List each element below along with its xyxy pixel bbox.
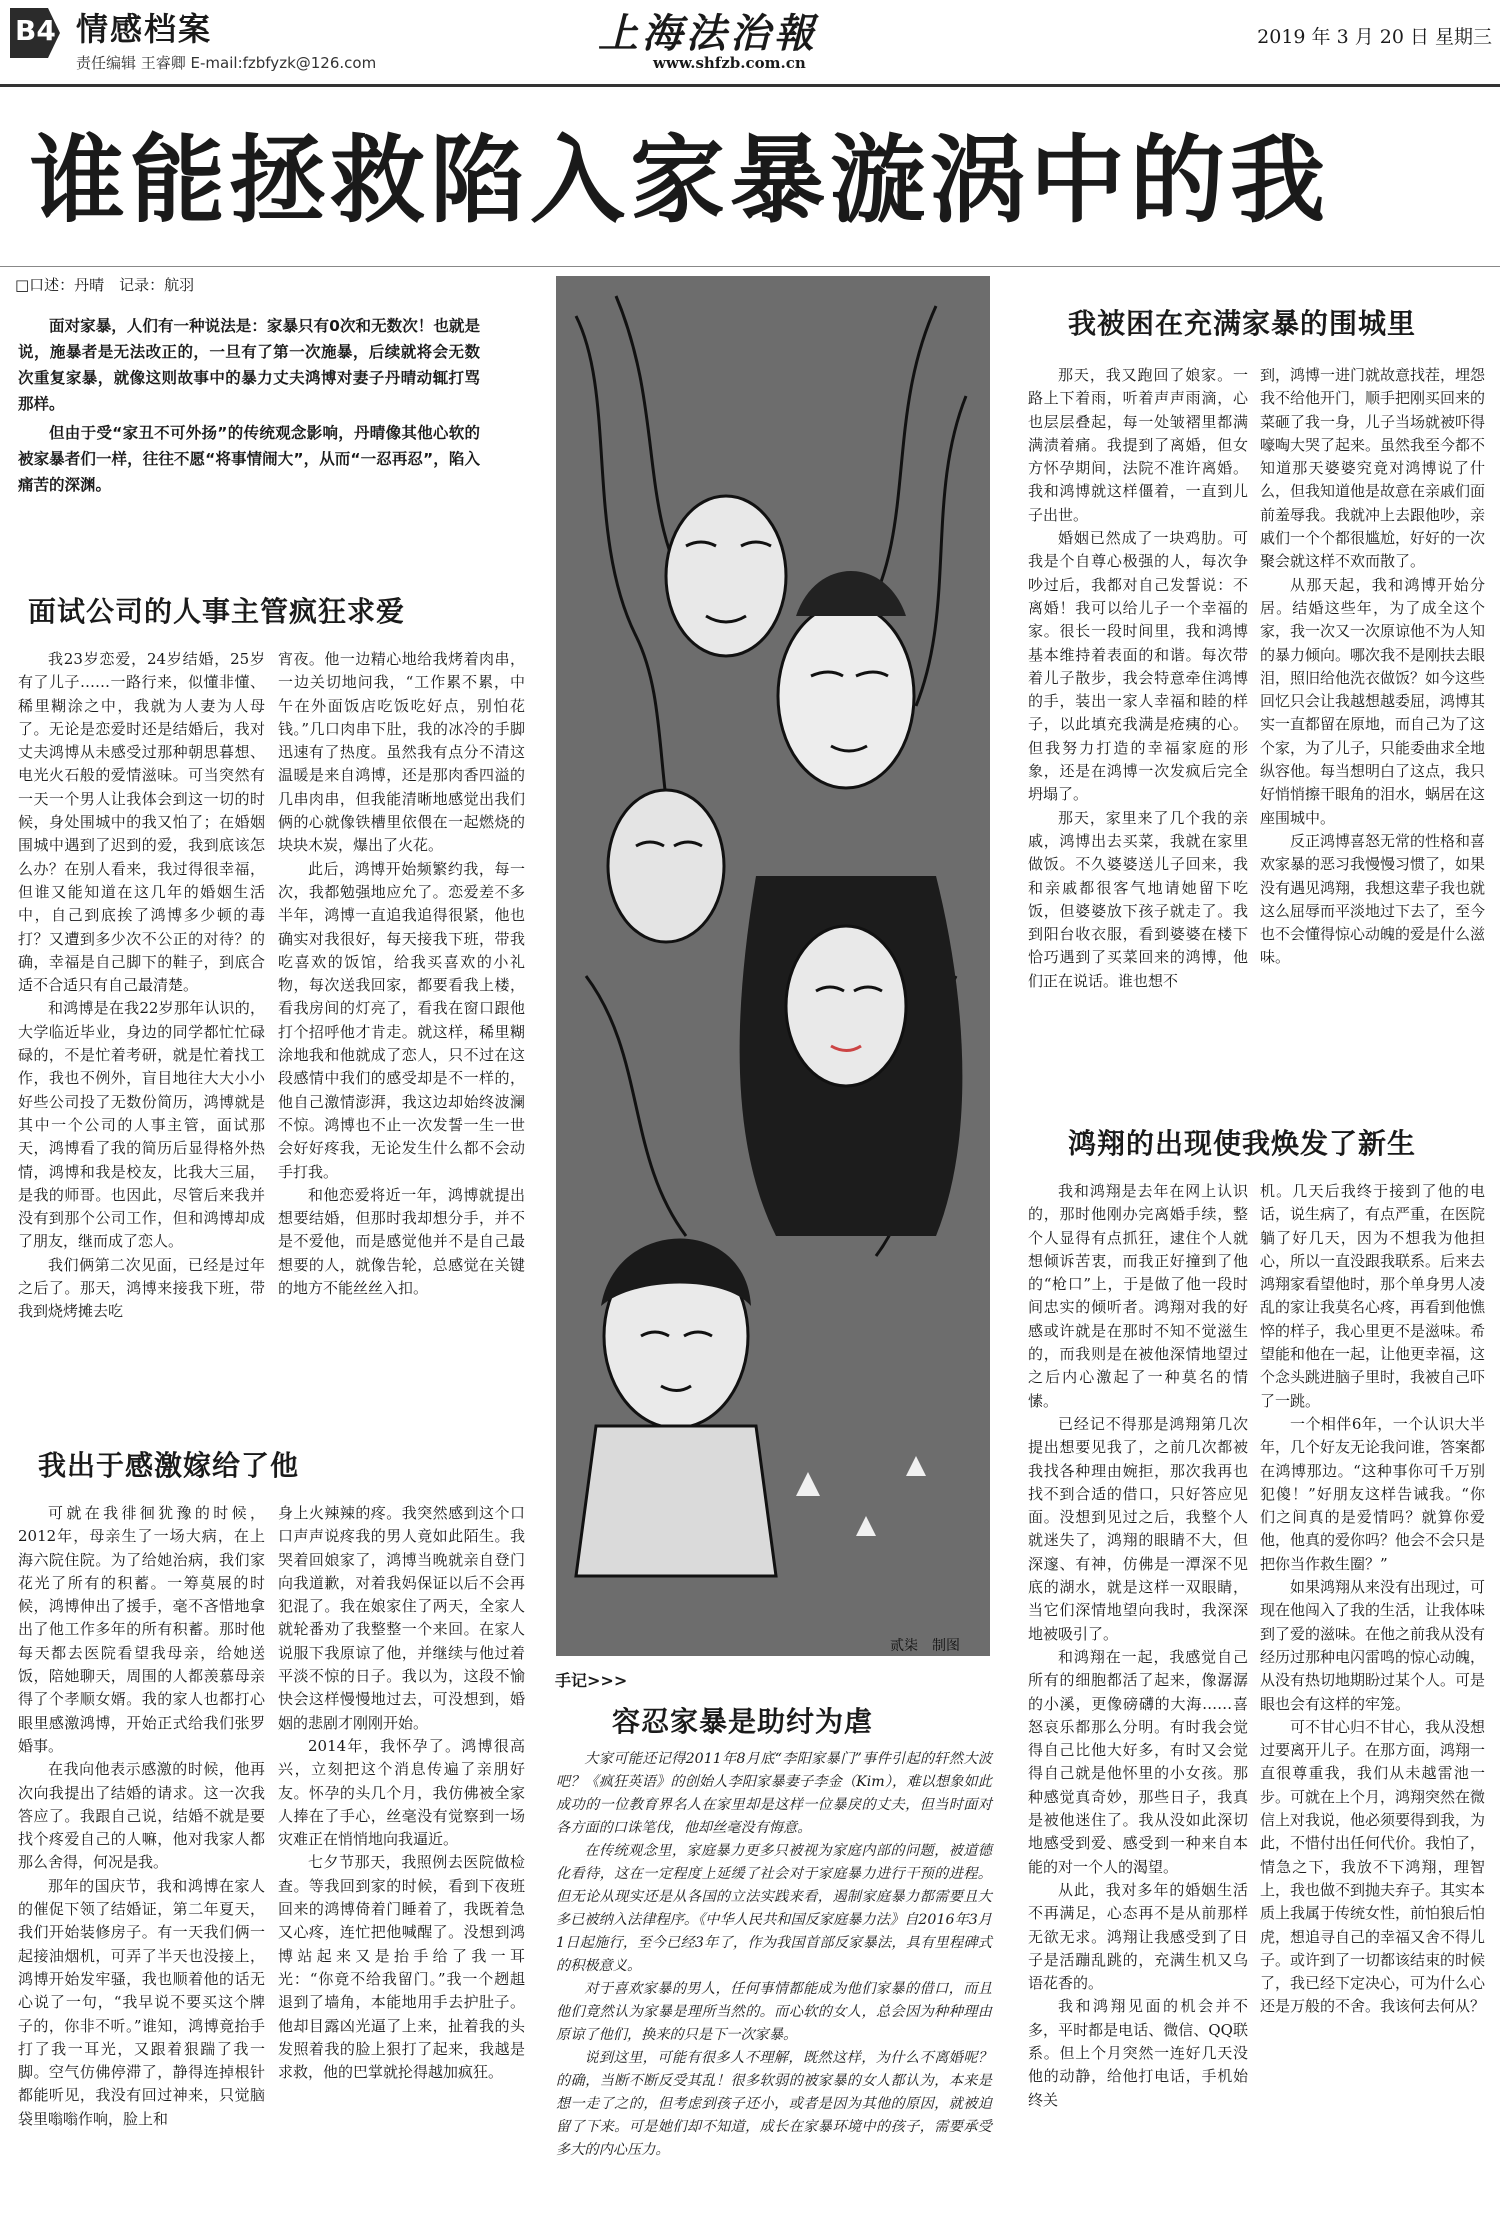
paragraph: 对于喜欢家暴的男人，任何事情都能成为他们家暴的借口，而且他们竟然认为家暴是理所当然的。而心软的女人，总会因为种种理由原谅了他们，换来的只是下一次家暴。 xyxy=(556,1981,992,2043)
paragraph: 此后，鸿博开始频繁约我，每一次，我都勉强地应允了。恋爱差不多半年，鸿博一直追我追得很紧，他也确实对我很好，每天接我下班，带我吃喜欢的饭馆，给我买喜欢的小礼物，每次送我回家，都要看我上楼，看我房间的灯亮了，看我在窗口跟他打个招呼他才肯走。就这样，稀里糊涂地我和他就成了恋人，只不过在这段感情中我们的感受却是不一样的，他自己激情澎湃，我这边却始终波澜不惊。鸿博也不止一次发誓一生一世会好好疼我，无论发生什么都不会动手打我。 xyxy=(278,859,525,1181)
paragraph: 身上火辣辣的疼。我突然感到这个口口声声说疼我的男人竟如此陌生。我哭着回娘家了，鸿博当晚就亲自登门向我道歉，对着我妈保证以后不会再犯混了。我在娘家住了两天，全家人就轮番劝了我整整一个来回。在家人说服下我原谅了他，并继续与他过着平淡不惊的日子。我以为，这段不愉快会这样慢慢地过去，可没想到，婚姻的悲剧才刚刚开始。 xyxy=(278,1504,525,1732)
intro-lede xyxy=(18,313,480,501)
paragraph: 那天，我又跑回了娘家。一路上下着雨，听着声声雨滴，心也层层叠起，每一处皱褶里都满满渍着痛。我提到了离婚，但女方怀孕期间，法院不准许离婚。我和鸿博就这样僵着，一直到儿子出世。 xyxy=(1028,366,1248,524)
paragraph: 从那天起，我和鸿博开始分居。结婚这些年，为了成全这个家，我一次又一次原谅他不为人知的暴力倾向。哪次我不是刚扶去眼泪，照旧给他洗衣做饭？如今这些回忆只会让我越想越委屈，鸿博其实一直都留在原地，而自己为了这个家，为了儿子，只能委曲求全地纵容他。每当想明白了这点，我只好悄悄擦干眼角的泪水，蜗居在这座围城中。 xyxy=(1260,575,1485,827)
section-heading: 面试公司的人事主管疯狂求爱 xyxy=(28,595,406,628)
section-title: 情感档案 xyxy=(76,10,213,48)
issue-date: 2019 年 3 月 20 日 星期三 xyxy=(1257,26,1492,48)
paragraph: 说到这里，可能有很多人不理解，既然这样，为什么不离婚呢？的确，当断不断反受其乱！很多软弱的被家暴的女人都认为，本来是想一走了之的，但考虑到孩子还小，或者是因为其他的原因，就被迫留了下来。可是她们却不知道，成长在家暴环境中的孩子，需要承受多大的内心压力。 xyxy=(556,2050,992,2158)
byline: □口述：丹晴 记录：航羽 xyxy=(15,276,195,294)
paragraph: 宵夜。他一边精心地给我烤着肉串，一边关切地问我，“工作累不累，中午在外面饭店吃饭吃好点，别怕花钱。”几口肉串下肚，我的冰冷的手脚迅速有了热度。虽然我有点分不清这温暖是来自鸿博，还是那肉香四溢的几串肉串，但我能清晰地感觉出我们俩的心就像铁槽里依偎在一起燃烧的块块木炭，爆出了火花。 xyxy=(278,650,525,855)
paragraph: 反正鸿博喜怒无常的性格和喜欢家暴的恶习我慢慢习惯了，如果没有遇见鸿翔，我想这辈子我也就这么屈辱而平淡地过下去了，至今也不会懂得惊心动魄的爱是什么滋味。 xyxy=(1260,831,1485,967)
paragraph: 在我向他表示感激的时候，他再次向我提出了结婚的请求。这一次我答应了。我跟自己说，结婚不就是要找个疼爱自己的人嘛，他对我家人都那么舍得，何况是我。 xyxy=(18,1760,265,1872)
newspaper-masthead: 上海法治報 xyxy=(598,10,818,57)
article-column xyxy=(278,648,525,1320)
headline-divider xyxy=(0,266,1500,267)
page-number: B4 xyxy=(15,14,56,47)
paragraph: 从此，我对多年的婚姻生活不再满足，心态再不是从前那样无欲无求。鸿翔让我感受到了日子是活蹦乱跳的，充满生机又乌语花香的。 xyxy=(1028,1880,1248,1993)
article-column xyxy=(1028,1180,1248,2226)
site-url: www.shfzb.com.cn xyxy=(653,54,806,72)
illustration-drawing xyxy=(556,276,990,1656)
paragraph: 可就在我徘徊犹豫的时候，2012年，母亲生了一场大病，在上海六院住院。为了给她治病，我们家花光了所有的积蓄。一筹莫展的时候，鸿博伸出了援手，毫不吝惜地拿出了他工作多年的所有积蓄。那时他每天都去医院看望我母亲，给她送饭，陪她聊天，周围的人都羡慕母亲得了个孝顺女婿。我的家人也都打心眼里感激鸿博，开始正式给我们张罗婚事。 xyxy=(18,1504,265,1755)
page-badge xyxy=(8,6,62,60)
paragraph: 2014年，我怀孕了。鸿博很高兴，立刻把这个消息传遍了亲朋好友。怀孕的头几个月，我仿佛被全家人捧在了手心，丝毫没有觉察到一场灾难正在悄悄地向我逼近。 xyxy=(278,1736,525,1849)
article-column xyxy=(18,1502,265,2224)
editorial-title: 容忍家暴是助纣为虐 xyxy=(612,1705,874,1738)
illustration-credit: 贰柒 制图 xyxy=(890,1638,960,1654)
article-column xyxy=(18,648,265,1320)
intro-paragraph: 但由于受“家丑不可外扬”的传统观念影响，丹晴像其他心软的被家暴者们一样，往往不愿“将事情闹大”，从而“一忍再忍”，陷入痛苦的深渊。 xyxy=(18,424,480,494)
illustration xyxy=(556,276,990,1656)
paragraph: 我23岁恋爱，24岁结婚，25岁有了儿子……一路行来，似懂非懂、稀里糊涂之中，我就为人妻为人母了。无论是恋爱时还是结婚后，我对丈夫鸿博从未感受过那种朝思暮想、电光火石般的爱情滋味。可当突然有一天一个男人让我体会到这一切的时候，身处围城中的我又怕了；在婚姻围城中遇到了迟到的爱，我到底该怎么办？在别人看来，我过得很幸福，但谁又能知道在这几年的婚姻生活中，自己到底挨了鸿博多少顿的毒打？又遭到多少次不公正的对待？的确，幸福是自己脚下的鞋子，到底合适不合适只有自己最清楚。 xyxy=(18,650,265,995)
article-column xyxy=(1260,1180,1485,2226)
paragraph: 我和鸿翔见面的机会并不多，平时都是电话、微信、QQ联系。但上个月突然一连好几天没他的动静，给他打电话，手机始终关 xyxy=(1028,1997,1248,2109)
paragraph: 那天，家里来了几个我的亲戚，鸿博出去买菜，我就在家里做饭。不久婆婆送儿子回来，我和亲戚都很客气地请她留下吃饭，但婆婆放下孩子就走了。我到阳台收衣服，看到婆婆在楼下恰巧遇到了买菜回来的鸿博，他们正在说话。谁也想不 xyxy=(1028,808,1248,990)
paragraph: 已经记不得那是鸿翔第几次提出想要见我了，之前几次都被我找各种理由婉拒，那次我再也找不到合适的借口，只好答应见面。没想到见过之后，我整个人就迷失了，鸿翔的眼睛不大，但深邃、有神，仿佛是一潭深不见底的湖水，就是这样一双眼睛，当它们深情地望向我时，我深深地被吸引了。 xyxy=(1028,1414,1248,1643)
editor-contact: 责任编辑 王睿卿 E-mail:fzbfyzk@126.com xyxy=(76,54,377,72)
paragraph: 我和鸿翔是去年在网上认识的，那时他刚办完离婚手续，整个人显得有点抓狂，逮住个人就想倾诉苦衷，而我正好撞到了他的“枪口”上，于是做了他一段时间忠实的倾听者。鸿翔对我的好感或许就是在那时不知不觉滋生的，而我则是在被他深情地望过之后内心激起了一种莫名的情愫。 xyxy=(1028,1182,1248,1410)
paragraph: 婚姻已然成了一块鸡肋。可我是个自尊心极强的人，每次争吵过后，我都对自己发誓说：不离婚！我可以给儿子一个幸福的家。很长一段时间里，我和鸿博基本维持着表面的和谐。每次带着儿子散步，我会特意牵住鸿博的手，装出一家人幸福和睦的样子，以此填充我满是疮痍的心。但我努力打造的幸福家庭的形象，还是在鸿博一次发疯后完全坍塌了。 xyxy=(1028,529,1248,804)
section-heading: 我出于感激嫁给了他 xyxy=(38,1449,300,1482)
paragraph: 和他恋爱将近一年，鸿博就提出想要结婚，但那时我却想分手，并不是不爱他，而是感觉他并不是自己最想要的人，就像告轮，总感觉在关键的地方不能丝丝入扣。 xyxy=(278,1185,525,1298)
paragraph: 七夕节那天，我照例去医院做检查。等我回到家的时候，看到下夜班回来的鸿博倚着门睡着了，我既着急又心疼，连忙把他喊醒了。没想到鸿博站起来又是抬手给了我一耳光：“你竟不给我留门。”我一个趔趄退到了墙角，本能地用手去护肚子。他却目露凶光逼了上来，扯着我的头发照着我的脸上狠打了起来，我越是求救，他的巴掌就抡得越加疯狂。 xyxy=(278,1853,525,2082)
paragraph: 那年的国庆节，我和鸿博在家人的催促下领了结婚证，第二年夏天，我们开始装修房子。有一天我们俩一起接油烟机，可弄了半天也没接上，鸿博开始发牢骚，我也顺着他的话无心说了一句，“我早说不要买这个牌子的，你非不听。”谁知，鸿博竟抬手打了我一耳光，又跟着狠踹了我一脚。空气仿佛停滞了，静得连掉根针都能听见，我没有回过神来，只觉脑袋里嗡嗡作响，脸上和 xyxy=(18,1876,265,2128)
paragraph: 和鸿博是在我22岁那年认识的，大学临近毕业，身边的同学都忙忙碌碌的，不是忙着考研，就是忙着找工作，我也不例外，盲目地往大大小小好些公司投了无数份简历，鸿博就是其中一个公司的人事主管，面试那天，鸿博看了我的简历后显得格外热情，鸿博和我是校友，比我大三届，是我的师哥。也因此，尽管后来我并没有到那个公司工作，但和鸿博却成了朋友，继而成了恋人。 xyxy=(18,999,265,1251)
header-divider xyxy=(0,84,1500,87)
paragraph: 在传统观念里，家庭暴力更多只被视为家庭内部的问题，被道德化看待，这在一定程度上延缓了社会对于家庭暴力进行干预的进程。但无论从现实还是从各国的立法实践来看，遏制家庭暴力都需要且大多已被纳入法律程序。《中华人民共和国反家庭暴力法》自2016年3月1日起施行，至今已经3年了，作为我国首部反家暴法，具有里程碑式的积极意义。 xyxy=(556,1843,992,1974)
editorial-body xyxy=(556,1748,992,2162)
paragraph: 大家可能还记得2011年8月底“李阳家暴门”事件引起的轩然大波吧？《疯狂英语》的创始人李阳家暴妻子李金（Kim），难以想象如此成功的一位教育界名人在家里却是这样一位暴戾的丈夫，但当时面对各方面的口诛笔伐，他却丝毫没有悔意。 xyxy=(556,1751,992,1836)
paragraph: 可不甘心归不甘心，我从没想过要离开儿子。在那方面，鸿翔一直很尊重我，我们从未越雷池一步。可就在上个月，鸿翔突然在微信上对我说，他必须要得到我，为此，不惜付出任何代价。我怕了，情急之下，我放不下鸿翔，理智上，我也做不到抛夫弃子。其实本质上我属于传统女性，前怕狼后怕虎，想追寻自己的幸福又舍不得儿子。或许到了一切都该结束的时候了，我已经下定决心，可为什么心还是万般的不舍。我该何去何从？ xyxy=(1260,1717,1485,2016)
article-column xyxy=(1260,364,1485,1118)
paragraph: 如果鸿翔从来没有出现过，可现在他闯入了我的生活，让我体味到了爱的滋味。在他之前我从没有经历过那种电闪雷鸣的惊心动魄，从没有热切地期盼过某个人。可是眼也会有这样的牢笼。 xyxy=(1260,1578,1485,1713)
article-column xyxy=(278,1502,525,2224)
headline: 谁能拯救陷入家暴漩涡中的我 xyxy=(30,126,1331,236)
paragraph: 和鸿翔在一起，我感觉自己所有的细胞都活了起来，像潺潺的小溪，更像磅礴的大海……喜怒哀乐都那么分明。有时我会觉得自己比他大好多，有时又会觉得自己就是他怀里的小女孩。那种感觉真奇妙，那些日子，我真是被他迷住了。我从没如此深切地感受到爱、感受到一种来自本能的对一个人的渴望。 xyxy=(1028,1647,1248,1876)
paragraph: 一个相伴6年，一个认识大半年，几个好友无论我问谁，答案都在鸿博那边。“这种事你可千万别犯傻！”好朋友这样告诫我。“你们之间真的是爱情吗？就算你爱他，他真的爱你吗？他会不会只是把你当作救生圈？” xyxy=(1260,1414,1485,1573)
article-column xyxy=(1028,364,1248,1118)
paragraph: 机。几天后我终于接到了他的电话，说生病了，有点严重，在医院躺了好几天，因为不想我为他担心，所以一直没跟我联系。后来去鸿翔家看望他时，那个单身男人凌乱的家让我莫名心疼，再看到他憔悴的样子，我心里更不是滋味。希望能和他在一起，让他更幸福，这个念头跳进脑子里时，我被自己吓了一跳。 xyxy=(1260,1182,1485,1410)
paragraph: 到，鸿博一进门就故意找茬，埋怨我不给他开门，顺手把刚买回来的菜砸了我一身，儿子当场就被吓得嚎啕大哭了起来。虽然我至今都不知道那天婆婆究竟对鸿博说了什么，但我知道他是故意在亲戚们面前羞辱我。我就冲上去跟他吵，亲戚们一个个都很尴尬，好好的一次聚会就这样不欢而散了。 xyxy=(1260,366,1485,571)
paragraph: 我们俩第二次见面，已经是过年之后了。那天，鸿博来接我下班，带我到烧烤摊去吃 xyxy=(18,1255,265,1320)
section-heading: 我被困在充满家暴的围城里 xyxy=(1068,307,1417,340)
intro-paragraph: 面对家暴，人们有一种说法是：家暴只有0次和无数次！也就是说，施暴者是无法改正的，一旦有了第一次施暴，后续就将会无数次重复家暴，就像这则故事中的暴力丈夫鸿博对妻子丹晴动辄打骂那样。 xyxy=(18,317,480,413)
postscript-tag: 手记>>> xyxy=(555,1671,628,1690)
section-heading: 鸿翔的出现使我焕发了新生 xyxy=(1068,1127,1417,1160)
